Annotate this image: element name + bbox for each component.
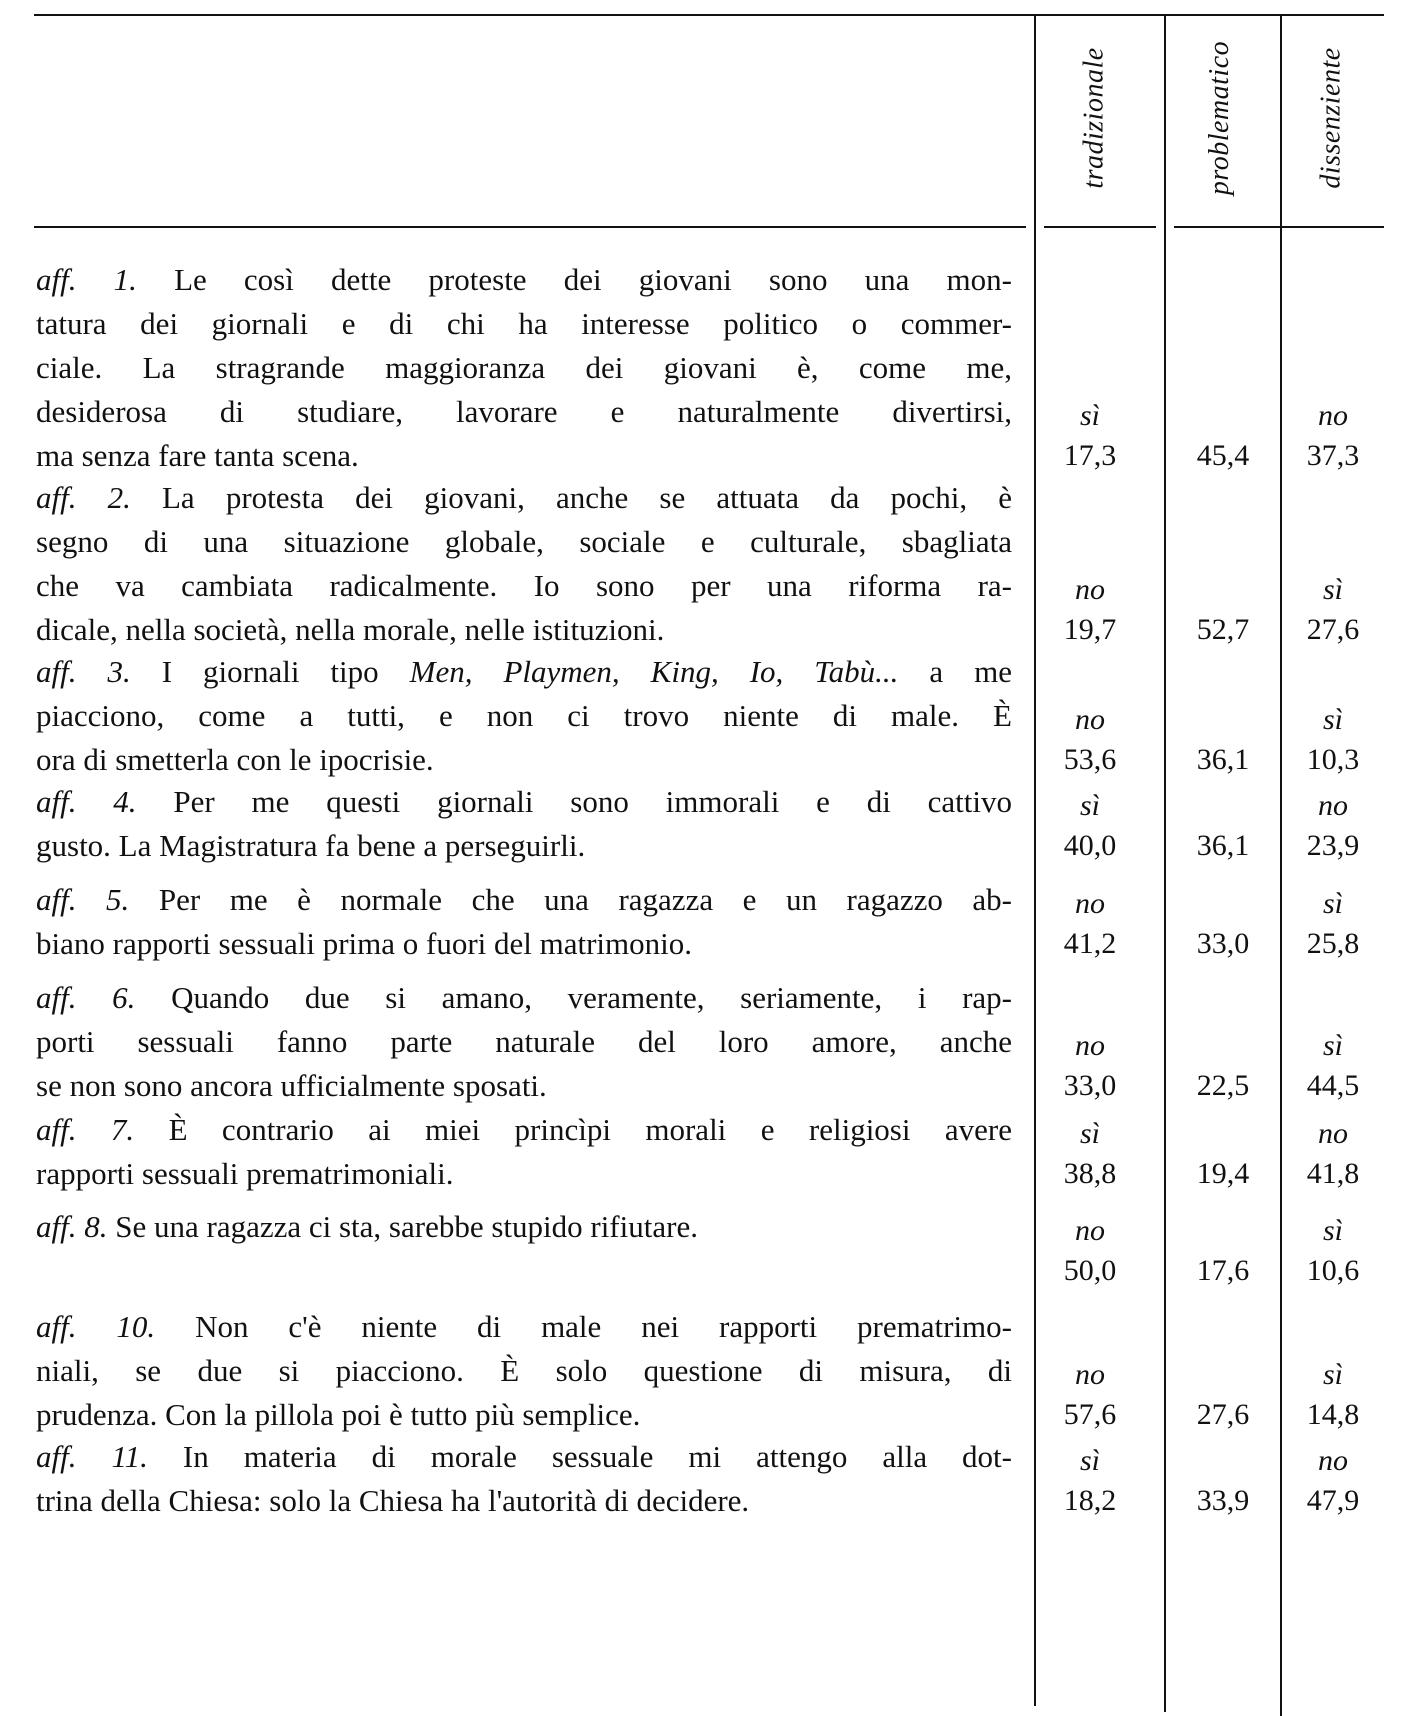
tradizionale-value: 17,3 (1063, 439, 1117, 472)
dissenziente-value: 23,9 (1306, 829, 1360, 862)
statement-text (36, 1108, 1012, 1196)
statement-label: aff. 8. (36, 1209, 108, 1244)
tradizionale-answer: sì (1079, 1117, 1100, 1150)
statement-line (36, 694, 1012, 738)
tradizionale-answer: sì (1079, 399, 1100, 432)
statement-line-text: niali, se due si piacciono. È solo questione di misura, di (36, 1353, 1012, 1388)
statement-text (36, 650, 1012, 782)
tradizionale-value: 18,2 (1063, 1484, 1117, 1517)
dissenziente-answer: sì (1322, 1029, 1343, 1062)
statement-line (36, 922, 1012, 966)
statement-line-text: ciale. La stragrande maggioranza dei giovani è, come me, (36, 350, 1012, 385)
dissenziente-value: 44,5 (1306, 1069, 1360, 1102)
tradizionale-value: 53,6 (1063, 743, 1117, 776)
statement-line (36, 1349, 1012, 1393)
header-rule (34, 226, 1026, 228)
statement-line-text: La protesta dei giovani, anche se attuata da pochi, è (162, 480, 1012, 515)
statement-text (36, 1305, 1012, 1437)
statement-line-text: prudenza. Con la pillola poi è tutto più semplice. (36, 1397, 641, 1432)
statement-line-text: ora di smetterla con le ipocrisie. (36, 742, 434, 777)
statement-text (36, 780, 1012, 868)
statement-line (36, 1479, 1012, 1523)
statement-line-text: se non sono ancora ufficialmente sposati. (36, 1068, 547, 1103)
dissenziente-answer: sì (1322, 573, 1343, 606)
magazine-names: Men, Playmen, King, Io, Tabù... (409, 654, 899, 689)
tradizionale-value: 57,6 (1063, 1398, 1117, 1431)
tradizionale-value: 19,7 (1063, 613, 1117, 646)
statement-label: aff. 4. (36, 784, 137, 819)
statement-label: aff. 5. (36, 882, 130, 917)
statement-label: aff. 2. (36, 480, 131, 515)
tradizionale-answer: no (1075, 1214, 1105, 1247)
statement-line-text: segno di una situazione globale, sociale e culturale, sbagliata (36, 524, 1012, 559)
statement-line (36, 608, 1012, 652)
tradizionale-answer: no (1075, 573, 1105, 606)
dissenziente-answer: no (1318, 1117, 1348, 1150)
statement-line-text: Non c'è niente di male nei rapporti prematrimo- (195, 1309, 1012, 1344)
statement-line-text: porti sessuali fanno parte naturale del loro amore, anche (36, 1024, 1012, 1059)
tradizionale-answer: no (1075, 887, 1105, 920)
tradizionale-value: 50,0 (1063, 1254, 1117, 1287)
statement-text (36, 258, 1012, 478)
statement-text (36, 476, 1012, 652)
statement-line-text: I giornali tipo Men, Playmen, King, Io, Tabù... a me (161, 654, 1013, 689)
problematico-value: 36,1 (1196, 743, 1250, 776)
problematico-value: 33,0 (1196, 927, 1250, 960)
tradizionale-answer: no (1075, 1029, 1105, 1062)
statement-line (36, 1305, 1012, 1349)
dissenziente-answer: sì (1322, 1214, 1343, 1247)
dissenziente-answer: sì (1322, 887, 1343, 920)
dissenziente-value: 27,6 (1306, 613, 1360, 646)
dissenziente-answer: sì (1322, 1358, 1343, 1391)
header-rule (1044, 226, 1156, 228)
dissenziente-answer: sì (1322, 703, 1343, 736)
statement-line-text: desiderosa di studiare, lavorare e naturalmente divertirsi, (36, 394, 1012, 429)
dissenziente-value: 25,8 (1306, 927, 1360, 960)
statement-line-text: che va cambiata radicalmente. Io sono per una riforma ra- (36, 568, 1012, 603)
problematico-value: 52,7 (1196, 613, 1250, 646)
statement-text (36, 1205, 1012, 1249)
statement-line-text: dicale, nella società, nella morale, nelle istituzioni. (36, 612, 665, 647)
dissenziente-value: 14,8 (1306, 1398, 1360, 1431)
problematico-value: 33,9 (1196, 1484, 1250, 1517)
tradizionale-value: 38,8 (1063, 1157, 1117, 1190)
statement-line-text: ma senza fare tanta scena. (36, 438, 359, 473)
statement-line-text: Se una ragazza ci sta, sarebbe stupido rifiutare. (115, 1209, 698, 1244)
statement-line (36, 1393, 1012, 1437)
dissenziente-value: 47,9 (1306, 1484, 1360, 1517)
statement-line-text: Per me è normale che una ragazza e un ragazzo ab- (158, 882, 1012, 917)
problematico-value: 27,6 (1196, 1398, 1250, 1431)
statement-line (36, 520, 1012, 564)
problematico-value: 45,4 (1196, 439, 1250, 472)
tradizionale-answer: sì (1079, 1444, 1100, 1477)
statement-line (36, 258, 1012, 302)
tradizionale-value: 33,0 (1063, 1069, 1117, 1102)
dissenziente-answer: no (1318, 1444, 1348, 1477)
statement-line (36, 780, 1012, 824)
dissenziente-value: 37,3 (1306, 439, 1360, 472)
problematico-value: 17,6 (1196, 1254, 1250, 1287)
statement-line (36, 1020, 1012, 1064)
statement-line-text: Le così dette proteste dei giovani sono una mon- (174, 262, 1012, 297)
statement-label: aff. 7. (36, 1112, 135, 1147)
statement-line (36, 390, 1012, 434)
statement-label: aff. 3. (36, 654, 131, 689)
statement-line (36, 476, 1012, 520)
statement-line-text: È contrario ai miei princìpi morali e religiosi avere (168, 1112, 1012, 1147)
tradizionale-answer: no (1075, 1358, 1105, 1391)
dissenziente-value: 10,3 (1306, 743, 1360, 776)
statement-line-text: piacciono, come a tutti, e non ci trovo niente di male. È (36, 698, 1012, 733)
statement-text (36, 976, 1012, 1108)
statement-line-text: Quando due si amano, veramente, seriamente, i rap- (171, 980, 1012, 1015)
dissenziente-answer: no (1318, 789, 1348, 822)
statement-label: aff. 10. (36, 1309, 156, 1344)
dissenziente-value: 10,6 (1306, 1254, 1360, 1287)
statement-label: aff. 6. (36, 980, 136, 1015)
statement-line-text: gusto. La Magistratura fa bene a perseguirli. (36, 828, 586, 863)
header-rule (1174, 226, 1384, 228)
problematico-value: 36,1 (1196, 829, 1250, 862)
statement-line-text: rapporti sessuali prematrimoniali. (36, 1156, 454, 1191)
problematico-value: 19,4 (1196, 1157, 1250, 1190)
column-divider (1034, 16, 1036, 1706)
statement-line-text: tatura dei giornali e di chi ha interesse politico o commer- (36, 306, 1012, 341)
statement-label: aff. 11. (36, 1439, 148, 1474)
column-header-dissenziente: dissenziente (1316, 47, 1347, 189)
column-header-tradizionale: tradizionale (1079, 47, 1110, 189)
statement-line (36, 1064, 1012, 1108)
statement-line (36, 564, 1012, 608)
statement-line (36, 346, 1012, 390)
top-rule (34, 14, 1384, 16)
column-header-problematico: problematico (1204, 40, 1235, 196)
tradizionale-answer: sì (1079, 789, 1100, 822)
statement-line (36, 976, 1012, 1020)
statement-line (36, 434, 1012, 478)
tradizionale-value: 40,0 (1063, 829, 1117, 862)
statement-line (36, 1152, 1012, 1196)
statement-line (36, 1108, 1012, 1152)
statement-line (36, 878, 1012, 922)
statement-line (36, 1435, 1012, 1479)
statement-line (36, 824, 1012, 868)
problematico-value: 22,5 (1196, 1069, 1250, 1102)
statement-line-text: In materia di morale sessuale mi attengo alla dot- (182, 1439, 1012, 1474)
tradizionale-answer: no (1075, 703, 1105, 736)
statement-line (36, 738, 1012, 782)
dissenziente-value: 41,8 (1306, 1157, 1360, 1190)
statement-text (36, 1435, 1012, 1523)
tradizionale-value: 41,2 (1063, 927, 1117, 960)
statement-line-text: biano rapporti sessuali prima o fuori del matrimonio. (36, 926, 693, 961)
dissenziente-answer: no (1318, 399, 1348, 432)
statement-line (36, 302, 1012, 346)
statement-line-text: Per me questi giornali sono immorali e di cattivo (173, 784, 1013, 819)
statement-line-text: trina della Chiesa: solo la Chiesa ha l'autorità di decidere. (36, 1483, 750, 1518)
statement-line (36, 1205, 1012, 1249)
statement-label: aff. 1. (36, 262, 137, 297)
statement-line (36, 650, 1012, 694)
statement-text (36, 878, 1012, 966)
